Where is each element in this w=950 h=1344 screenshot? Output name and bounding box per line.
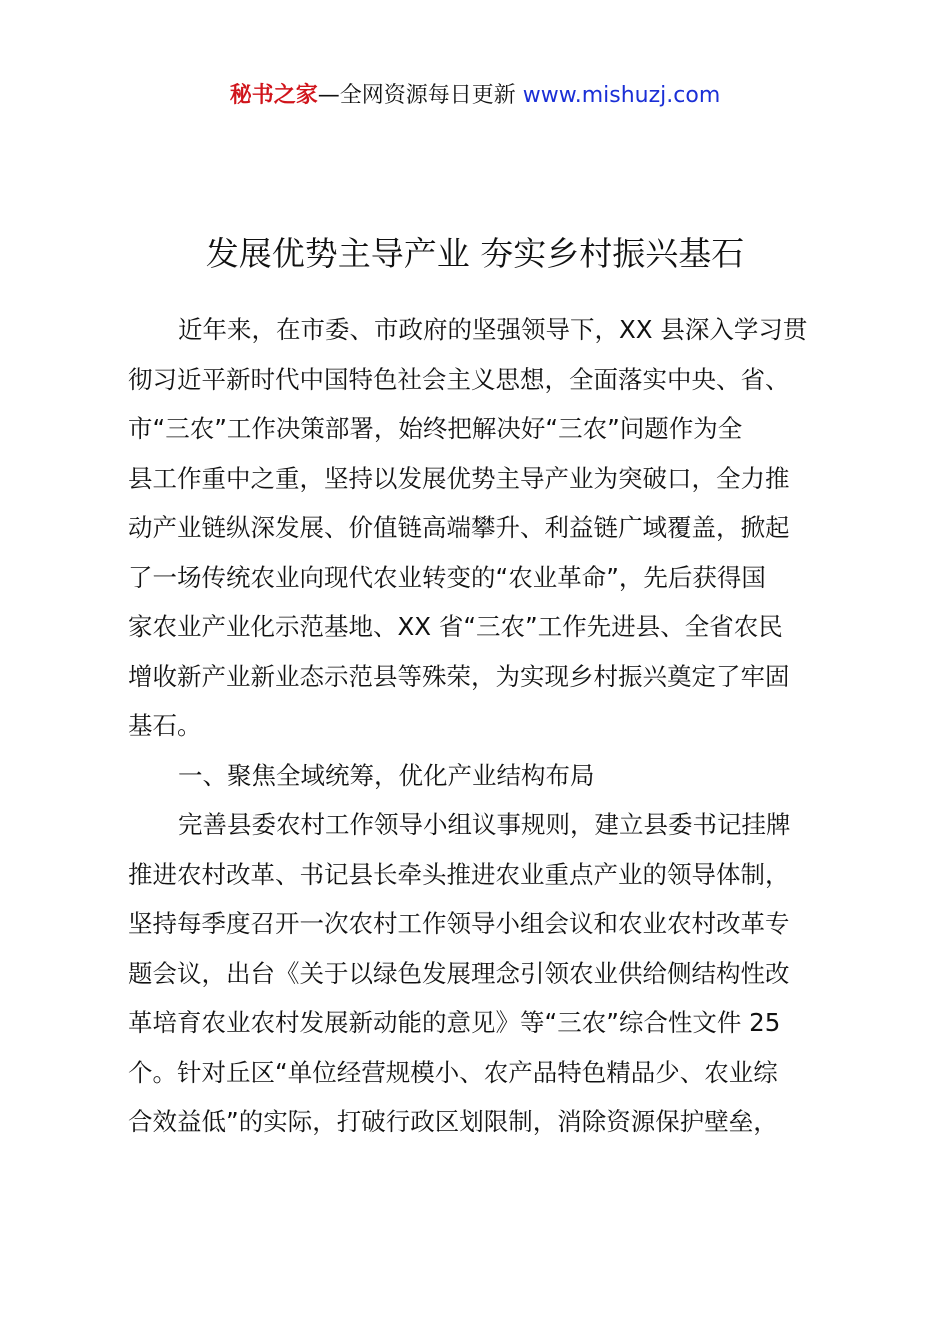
paragraph-line: 彻习近平新时代中国特色社会主义思想，全面落实中央、省、 (128, 364, 790, 394)
paragraph-line: 合效益低”的实际，打破行政区划限制，消除资源保护壁垒， (128, 1107, 778, 1136)
paragraph-line: 家农业产业化示范基地、XX 省“三农”工作先进县、全省农民 (128, 612, 783, 641)
paragraph-line: 题会议，出台《关于以绿色发展理念引领农业供给侧结构性改 (128, 958, 790, 988)
paragraph-line: 坚持每季度召开一次农村工作领导小组会议和农业农村改革专 (128, 909, 790, 938)
paragraph-line: 推进农村改革、书记县长牵头推进农业重点产业的领导体制， (128, 859, 790, 889)
site-tagline: —全网资源每日更新 (317, 83, 523, 108)
paragraph-line: 个。针对丘区“单位经营规模小、农产品特色精品少、农业综 (128, 1057, 778, 1087)
site-brand: 秘书之家 (229, 83, 318, 108)
paragraph-line: 增收新产业新业态示范县等殊荣，为实现乡村振兴奠定了牢固 (128, 661, 790, 691)
site-url-link[interactable]: www.mishuzj.com (522, 83, 721, 108)
site-header (0, 80, 950, 112)
section-heading: 一、聚焦全域统筹，优化产业结构布局 (178, 760, 595, 790)
paragraph-line: 革培育农业农村发展新动能的意见》等“三农”综合性文件 25 (128, 1008, 781, 1037)
paragraph-line: 动产业链纵深发展、价值链高端攀升、利益链广域覆盖，掀起 (128, 513, 790, 542)
paragraph-line: 市“三农”工作决策部署，始终把解决好“三农”问题作为全 (128, 414, 743, 443)
document-title: 发展优势主导产业 夯实乡村振兴基石 (205, 234, 745, 273)
paragraph-line: 了一场传统农业向现代农业转变的“农业革命”，先后获得国 (128, 562, 766, 592)
paragraph-line: 近年来，在市委、市政府的坚强领导下，XX 县深入学习贯 (178, 315, 808, 344)
paragraph-line: 完善县委农村工作领导小组议事规则，建立县委书记挂牌 (178, 810, 791, 839)
paragraph-line: 县工作重中之重，坚持以发展优势主导产业为突破口，全力推 (128, 463, 790, 493)
paragraph-line: 基石。 (128, 711, 202, 740)
document-body (128, 305, 836, 1147)
